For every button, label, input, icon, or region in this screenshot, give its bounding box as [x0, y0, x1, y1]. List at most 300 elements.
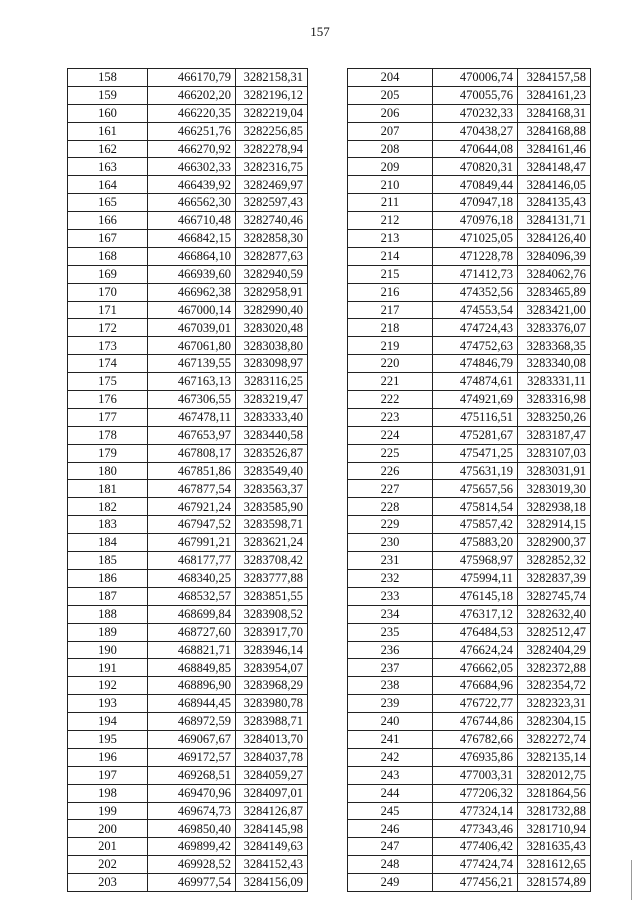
- table-row: [348, 695, 591, 713]
- point-number-cell: 181: [68, 480, 148, 498]
- y-coordinate-cell: 3284149,63: [236, 838, 308, 856]
- table-row: [348, 355, 591, 373]
- point-number-cell: 173: [68, 337, 148, 355]
- table-row: [348, 283, 591, 301]
- y-coordinate-cell: 3283340,08: [518, 355, 591, 373]
- table-row: [348, 337, 591, 355]
- point-number-cell: 238: [348, 677, 433, 695]
- x-coordinate-cell: 477206,32: [433, 784, 518, 802]
- y-coordinate-cell: 3281732,88: [518, 802, 591, 820]
- y-coordinate-cell: 3283908,52: [236, 605, 308, 623]
- table-row: [68, 569, 308, 587]
- y-coordinate-cell: 3284152,43: [236, 856, 308, 874]
- y-coordinate-cell: 3283598,71: [236, 516, 308, 534]
- table-row: [348, 86, 591, 104]
- point-number-cell: 229: [348, 516, 433, 534]
- y-coordinate-cell: 3282632,40: [518, 605, 591, 623]
- point-number-cell: 231: [348, 552, 433, 570]
- x-coordinate-cell: 469977,54: [148, 874, 236, 892]
- point-number-cell: 243: [348, 766, 433, 784]
- y-coordinate-cell: 3284145,98: [236, 820, 308, 838]
- x-coordinate-cell: 474874,61: [433, 373, 518, 391]
- x-coordinate-cell: 466439,92: [148, 176, 236, 194]
- table-row: [68, 444, 308, 462]
- point-number-cell: 190: [68, 641, 148, 659]
- x-coordinate-cell: 466864,10: [148, 247, 236, 265]
- y-coordinate-cell: 3284096,39: [518, 247, 591, 265]
- y-coordinate-cell: 3283187,47: [518, 426, 591, 444]
- x-coordinate-cell: 476662,05: [433, 659, 518, 677]
- x-coordinate-cell: 475471,25: [433, 444, 518, 462]
- y-coordinate-cell: 3283031,91: [518, 462, 591, 480]
- scan-edge-line: [631, 860, 632, 900]
- point-number-cell: 247: [348, 838, 433, 856]
- table-row: [68, 319, 308, 337]
- point-number-cell: 183: [68, 516, 148, 534]
- x-coordinate-cell: 476684,96: [433, 677, 518, 695]
- table-row: [68, 516, 308, 534]
- x-coordinate-cell: 467653,97: [148, 426, 236, 444]
- point-number-cell: 168: [68, 247, 148, 265]
- x-coordinate-cell: 470438,27: [433, 122, 518, 140]
- x-coordinate-cell: 475814,54: [433, 498, 518, 516]
- point-number-cell: 244: [348, 784, 433, 802]
- point-number-cell: 162: [68, 140, 148, 158]
- point-number-cell: 222: [348, 391, 433, 409]
- point-number-cell: 248: [348, 856, 433, 874]
- x-coordinate-cell: 471412,73: [433, 265, 518, 283]
- x-coordinate-cell: 474553,54: [433, 301, 518, 319]
- point-number-cell: 241: [348, 730, 433, 748]
- x-coordinate-cell: 477003,31: [433, 766, 518, 784]
- y-coordinate-cell: 3282354,72: [518, 677, 591, 695]
- table-row: [68, 874, 308, 892]
- y-coordinate-cell: 3282323,31: [518, 695, 591, 713]
- x-coordinate-cell: 477343,46: [433, 820, 518, 838]
- table-row: [348, 212, 591, 230]
- table-row: [348, 194, 591, 212]
- table-row: [348, 301, 591, 319]
- y-coordinate-cell: 3282272,74: [518, 730, 591, 748]
- point-number-cell: 172: [68, 319, 148, 337]
- y-coordinate-cell: 3283465,89: [518, 283, 591, 301]
- table-row: [68, 856, 308, 874]
- table-row: [348, 856, 591, 874]
- y-coordinate-cell: 3282740,46: [236, 212, 308, 230]
- table-row: [348, 498, 591, 516]
- table-row: [68, 730, 308, 748]
- y-coordinate-cell: 3283917,70: [236, 623, 308, 641]
- x-coordinate-cell: 467851,86: [148, 462, 236, 480]
- x-coordinate-cell: 474724,43: [433, 319, 518, 337]
- y-coordinate-cell: 3281574,89: [518, 874, 591, 892]
- y-coordinate-cell: 3284097,01: [236, 784, 308, 802]
- table-row: [348, 230, 591, 248]
- table-row: [68, 587, 308, 605]
- table-row: [68, 784, 308, 802]
- y-coordinate-cell: 3282158,31: [236, 69, 308, 87]
- table-row: [68, 641, 308, 659]
- table-row: [68, 140, 308, 158]
- y-coordinate-cell: 3283777,88: [236, 569, 308, 587]
- point-number-cell: 232: [348, 569, 433, 587]
- point-number-cell: 171: [68, 301, 148, 319]
- table-row: [68, 552, 308, 570]
- y-coordinate-cell: 3283107,03: [518, 444, 591, 462]
- x-coordinate-cell: 468340,25: [148, 569, 236, 587]
- y-coordinate-cell: 3281612,65: [518, 856, 591, 874]
- x-coordinate-cell: 470849,44: [433, 176, 518, 194]
- point-number-cell: 234: [348, 605, 433, 623]
- point-number-cell: 224: [348, 426, 433, 444]
- x-coordinate-cell: 474846,79: [433, 355, 518, 373]
- x-coordinate-cell: 468896,90: [148, 677, 236, 695]
- point-number-cell: 197: [68, 766, 148, 784]
- table-row: [348, 677, 591, 695]
- x-coordinate-cell: 466170,79: [148, 69, 236, 87]
- point-number-cell: 240: [348, 713, 433, 731]
- x-coordinate-cell: 476317,12: [433, 605, 518, 623]
- table-row: [68, 301, 308, 319]
- table-row: [68, 820, 308, 838]
- table-row: [348, 659, 591, 677]
- table-row: [348, 122, 591, 140]
- x-coordinate-cell: 469850,40: [148, 820, 236, 838]
- table-row: [68, 462, 308, 480]
- x-coordinate-cell: 470976,18: [433, 212, 518, 230]
- point-number-cell: 166: [68, 212, 148, 230]
- point-number-cell: 209: [348, 158, 433, 176]
- point-number-cell: 206: [348, 104, 433, 122]
- point-number-cell: 218: [348, 319, 433, 337]
- y-coordinate-cell: 3284037,78: [236, 748, 308, 766]
- page-number: 157: [310, 24, 330, 39]
- point-number-cell: 189: [68, 623, 148, 641]
- x-coordinate-cell: 468849,85: [148, 659, 236, 677]
- point-number-cell: 174: [68, 355, 148, 373]
- point-number-cell: 203: [68, 874, 148, 892]
- table-row: [348, 838, 591, 856]
- table-row: [348, 265, 591, 283]
- y-coordinate-cell: 3283250,26: [518, 408, 591, 426]
- table-row: [348, 373, 591, 391]
- x-coordinate-cell: 468699,84: [148, 605, 236, 623]
- x-coordinate-cell: 466562,30: [148, 194, 236, 212]
- y-coordinate-cell: 3282372,88: [518, 659, 591, 677]
- y-coordinate-cell: 3283954,07: [236, 659, 308, 677]
- table-row: [348, 247, 591, 265]
- table-row: [68, 748, 308, 766]
- x-coordinate-cell: 469470,96: [148, 784, 236, 802]
- point-number-cell: 201: [68, 838, 148, 856]
- y-coordinate-cell: 3284161,23: [518, 86, 591, 104]
- table-row: [348, 802, 591, 820]
- table-row: [348, 641, 591, 659]
- point-number-cell: 239: [348, 695, 433, 713]
- y-coordinate-cell: 3284059,27: [236, 766, 308, 784]
- table-row: [348, 587, 591, 605]
- point-number-cell: 213: [348, 230, 433, 248]
- x-coordinate-cell: 466220,35: [148, 104, 236, 122]
- table-row: [68, 355, 308, 373]
- x-coordinate-cell: 466962,38: [148, 283, 236, 301]
- x-coordinate-cell: 466710,48: [148, 212, 236, 230]
- point-number-cell: 219: [348, 337, 433, 355]
- table-row: [68, 176, 308, 194]
- point-number-cell: 245: [348, 802, 433, 820]
- x-coordinate-cell: 470947,18: [433, 194, 518, 212]
- point-number-cell: 227: [348, 480, 433, 498]
- x-coordinate-cell: 466302,33: [148, 158, 236, 176]
- point-number-cell: 208: [348, 140, 433, 158]
- x-coordinate-cell: 467947,52: [148, 516, 236, 534]
- table-row: [68, 838, 308, 856]
- y-coordinate-cell: 3283316,98: [518, 391, 591, 409]
- y-coordinate-cell: 3283526,87: [236, 444, 308, 462]
- x-coordinate-cell: 469268,51: [148, 766, 236, 784]
- table-body-right: [348, 69, 591, 892]
- x-coordinate-cell: 475994,11: [433, 569, 518, 587]
- point-number-cell: 178: [68, 426, 148, 444]
- y-coordinate-cell: 3282938,18: [518, 498, 591, 516]
- x-coordinate-cell: 467061,80: [148, 337, 236, 355]
- point-number-cell: 176: [68, 391, 148, 409]
- y-coordinate-cell: 3284135,43: [518, 194, 591, 212]
- x-coordinate-cell: 467921,24: [148, 498, 236, 516]
- table-row: [68, 337, 308, 355]
- x-coordinate-cell: 466270,92: [148, 140, 236, 158]
- table-row: [68, 194, 308, 212]
- y-coordinate-cell: 3283376,07: [518, 319, 591, 337]
- x-coordinate-cell: 469928,52: [148, 856, 236, 874]
- y-coordinate-cell: 3281864,56: [518, 784, 591, 802]
- table-row: [348, 176, 591, 194]
- y-coordinate-cell: 3283549,40: [236, 462, 308, 480]
- point-number-cell: 195: [68, 730, 148, 748]
- point-number-cell: 214: [348, 247, 433, 265]
- y-coordinate-cell: 3282940,59: [236, 265, 308, 283]
- y-coordinate-cell: 3283988,71: [236, 713, 308, 731]
- x-coordinate-cell: 471228,78: [433, 247, 518, 265]
- table-row: [68, 605, 308, 623]
- table-row: [348, 534, 591, 552]
- x-coordinate-cell: 476935,86: [433, 748, 518, 766]
- y-coordinate-cell: 3284126,40: [518, 230, 591, 248]
- table-row: [348, 158, 591, 176]
- y-coordinate-cell: 3282135,14: [518, 748, 591, 766]
- table-row: [68, 802, 308, 820]
- x-coordinate-cell: 469067,67: [148, 730, 236, 748]
- y-coordinate-cell: 3282512,47: [518, 623, 591, 641]
- x-coordinate-cell: 469674,73: [148, 802, 236, 820]
- x-coordinate-cell: 476722,77: [433, 695, 518, 713]
- y-coordinate-cell: 3282256,85: [236, 122, 308, 140]
- point-number-cell: 233: [348, 587, 433, 605]
- table-row: [68, 391, 308, 409]
- x-coordinate-cell: 477324,14: [433, 802, 518, 820]
- x-coordinate-cell: 470232,33: [433, 104, 518, 122]
- table-row: [348, 480, 591, 498]
- table-row: [348, 820, 591, 838]
- y-coordinate-cell: 3281710,94: [518, 820, 591, 838]
- x-coordinate-cell: 477406,42: [433, 838, 518, 856]
- y-coordinate-cell: 3282278,94: [236, 140, 308, 158]
- y-coordinate-cell: 3283585,90: [236, 498, 308, 516]
- y-coordinate-cell: 3283621,24: [236, 534, 308, 552]
- x-coordinate-cell: 468821,71: [148, 641, 236, 659]
- x-coordinate-cell: 469899,42: [148, 838, 236, 856]
- x-coordinate-cell: 467808,17: [148, 444, 236, 462]
- point-number-cell: 237: [348, 659, 433, 677]
- x-coordinate-cell: 477456,21: [433, 874, 518, 892]
- x-coordinate-cell: 475857,42: [433, 516, 518, 534]
- table-row: [348, 605, 591, 623]
- point-number-cell: 164: [68, 176, 148, 194]
- point-number-cell: 177: [68, 408, 148, 426]
- table-row: [68, 104, 308, 122]
- x-coordinate-cell: 468532,57: [148, 587, 236, 605]
- x-coordinate-cell: 467139,55: [148, 355, 236, 373]
- table-row: [348, 552, 591, 570]
- table-row: [68, 480, 308, 498]
- x-coordinate-cell: 475631,19: [433, 462, 518, 480]
- x-coordinate-cell: 475657,56: [433, 480, 518, 498]
- x-coordinate-cell: 476624,24: [433, 641, 518, 659]
- x-coordinate-cell: 470055,76: [433, 86, 518, 104]
- x-coordinate-cell: 469172,57: [148, 748, 236, 766]
- x-coordinate-cell: 475968,97: [433, 552, 518, 570]
- table-row: [68, 265, 308, 283]
- table-row: [348, 730, 591, 748]
- y-coordinate-cell: 3283708,42: [236, 552, 308, 570]
- table-row: [68, 283, 308, 301]
- table-row: [68, 212, 308, 230]
- point-number-cell: 199: [68, 802, 148, 820]
- point-number-cell: 167: [68, 230, 148, 248]
- table-row: [348, 69, 591, 87]
- table-row: [348, 569, 591, 587]
- y-coordinate-cell: 3283368,35: [518, 337, 591, 355]
- y-coordinate-cell: 3282745,74: [518, 587, 591, 605]
- table-row: [68, 408, 308, 426]
- x-coordinate-cell: 467163,13: [148, 373, 236, 391]
- x-coordinate-cell: 468972,59: [148, 713, 236, 731]
- x-coordinate-cell: 476484,53: [433, 623, 518, 641]
- point-number-cell: 225: [348, 444, 433, 462]
- point-number-cell: 205: [348, 86, 433, 104]
- x-coordinate-cell: 476744,86: [433, 713, 518, 731]
- y-coordinate-cell: 3282196,12: [236, 86, 308, 104]
- y-coordinate-cell: 3282837,39: [518, 569, 591, 587]
- table-row: [68, 426, 308, 444]
- point-number-cell: 215: [348, 265, 433, 283]
- x-coordinate-cell: 467877,54: [148, 480, 236, 498]
- table-row: [348, 874, 591, 892]
- table-row: [348, 462, 591, 480]
- y-coordinate-cell: 3282914,15: [518, 516, 591, 534]
- point-number-cell: 198: [68, 784, 148, 802]
- point-number-cell: 187: [68, 587, 148, 605]
- table-row: [348, 766, 591, 784]
- y-coordinate-cell: 3282900,37: [518, 534, 591, 552]
- y-coordinate-cell: 3283333,40: [236, 408, 308, 426]
- x-coordinate-cell: 474921,69: [433, 391, 518, 409]
- point-number-cell: 165: [68, 194, 148, 212]
- y-coordinate-cell: 3283331,11: [518, 373, 591, 391]
- x-coordinate-cell: 466251,76: [148, 122, 236, 140]
- point-number-cell: 221: [348, 373, 433, 391]
- y-coordinate-cell: 3282316,75: [236, 158, 308, 176]
- point-number-cell: 196: [68, 748, 148, 766]
- y-coordinate-cell: 3283098,97: [236, 355, 308, 373]
- table-row: [348, 748, 591, 766]
- point-number-cell: 186: [68, 569, 148, 587]
- table-row: [68, 86, 308, 104]
- point-number-cell: 192: [68, 677, 148, 695]
- table-row: [348, 623, 591, 641]
- x-coordinate-cell: 474752,63: [433, 337, 518, 355]
- table-row: [68, 623, 308, 641]
- x-coordinate-cell: 467478,11: [148, 408, 236, 426]
- point-number-cell: 211: [348, 194, 433, 212]
- y-coordinate-cell: 3282404,29: [518, 641, 591, 659]
- point-number-cell: 204: [348, 69, 433, 87]
- y-coordinate-cell: 3283968,29: [236, 677, 308, 695]
- table-row: [348, 391, 591, 409]
- x-coordinate-cell: 471025,05: [433, 230, 518, 248]
- x-coordinate-cell: 467000,14: [148, 301, 236, 319]
- point-number-cell: 193: [68, 695, 148, 713]
- table-row: [348, 784, 591, 802]
- y-coordinate-cell: 3284013,70: [236, 730, 308, 748]
- table-row: [68, 713, 308, 731]
- point-number-cell: 236: [348, 641, 433, 659]
- y-coordinate-cell: 3283020,48: [236, 319, 308, 337]
- table-row: [348, 713, 591, 731]
- table-row: [68, 695, 308, 713]
- point-number-cell: 194: [68, 713, 148, 731]
- table-row: [68, 69, 308, 87]
- table-body-left: [68, 69, 308, 892]
- x-coordinate-cell: 475116,51: [433, 408, 518, 426]
- y-coordinate-cell: 3283019,30: [518, 480, 591, 498]
- point-number-cell: 200: [68, 820, 148, 838]
- x-coordinate-cell: 475281,67: [433, 426, 518, 444]
- point-number-cell: 212: [348, 212, 433, 230]
- y-coordinate-cell: 3283563,37: [236, 480, 308, 498]
- x-coordinate-cell: 475883,20: [433, 534, 518, 552]
- table-row: [348, 319, 591, 337]
- x-coordinate-cell: 477424,74: [433, 856, 518, 874]
- table-row: [68, 247, 308, 265]
- table-row: [68, 534, 308, 552]
- table-row: [68, 373, 308, 391]
- y-coordinate-cell: 3283116,25: [236, 373, 308, 391]
- y-coordinate-cell: 3282469,97: [236, 176, 308, 194]
- x-coordinate-cell: 467306,55: [148, 391, 236, 409]
- y-coordinate-cell: 3283038,80: [236, 337, 308, 355]
- y-coordinate-cell: 3283440,58: [236, 426, 308, 444]
- x-coordinate-cell: 467039,01: [148, 319, 236, 337]
- x-coordinate-cell: 470644,08: [433, 140, 518, 158]
- x-coordinate-cell: 468727,60: [148, 623, 236, 641]
- y-coordinate-cell: 3281635,43: [518, 838, 591, 856]
- point-number-cell: 223: [348, 408, 433, 426]
- y-coordinate-cell: 3282304,15: [518, 713, 591, 731]
- table-row: [68, 158, 308, 176]
- point-number-cell: 161: [68, 122, 148, 140]
- point-number-cell: 220: [348, 355, 433, 373]
